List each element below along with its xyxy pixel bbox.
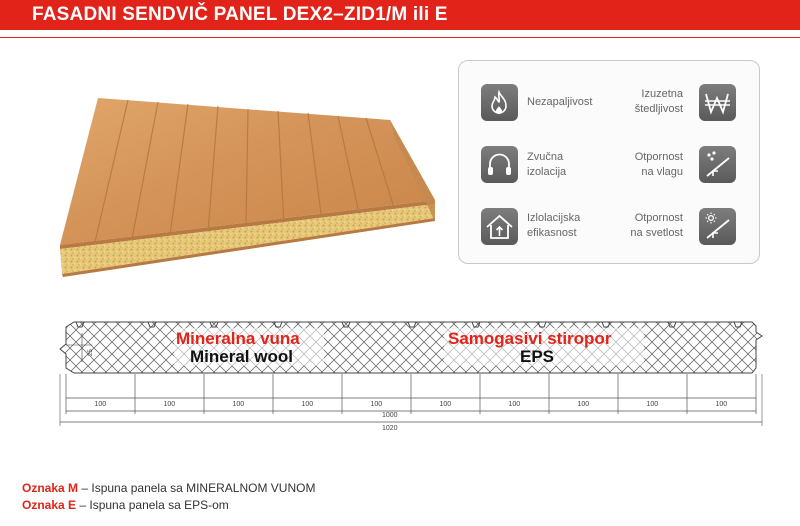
feature-label-house: Izlolacijska efikasnost xyxy=(527,212,581,239)
legend-code-m: Oznaka M xyxy=(22,481,79,495)
features-box xyxy=(458,60,760,264)
feature-label-moisture: Otpornost na vlagu xyxy=(634,151,683,178)
inner-total-label: 1000 xyxy=(382,412,398,419)
dimension-ticks xyxy=(66,374,756,414)
sound-insulation-icon xyxy=(481,146,518,183)
legend-row-m xyxy=(22,480,315,497)
feature-label-energy: Izuzetna štedljivost xyxy=(634,88,683,115)
page-title: FASADNI SENDVIČ PANEL DEX2–ZID1/M ili E xyxy=(32,4,448,25)
eps-sublabel: EPS xyxy=(520,347,555,366)
legend-text-e: – Ispuna panela sa EPS-om xyxy=(76,498,229,512)
house-insulation-icon xyxy=(481,208,518,245)
legend xyxy=(22,480,315,514)
segment-label: 100 xyxy=(508,401,521,408)
segment-label: 100 xyxy=(232,401,245,408)
segment-label: 100 xyxy=(715,401,728,408)
fire-icon xyxy=(481,84,518,121)
segment-label: 100 xyxy=(94,401,107,408)
feature-label-fire: Nezapaljivost xyxy=(527,96,593,108)
segment-label: 100 xyxy=(439,401,452,408)
panel-profile xyxy=(60,322,762,373)
header-rule xyxy=(0,37,800,38)
mineral-wool-sublabel: Mineral wool xyxy=(190,347,293,366)
light-resistance-icon xyxy=(699,208,736,245)
small-dim-label: 25 xyxy=(88,349,94,356)
cross-section-drawing xyxy=(52,318,772,438)
mineral-wool-label: Mineralna vuna xyxy=(176,329,300,348)
segment-label: 100 xyxy=(370,401,383,408)
outer-total-label: 1020 xyxy=(382,425,398,432)
legend-row-e xyxy=(22,497,315,514)
feature-label-light: Otpornost na svetlost xyxy=(630,212,683,239)
header-bar xyxy=(0,0,800,30)
energy-saving-icon xyxy=(699,84,736,121)
feature-label-sound: Zvučna izolacija xyxy=(527,151,567,178)
segment-label: 100 xyxy=(646,401,659,408)
segment-label: 100 xyxy=(577,401,590,408)
segment-label: 100 xyxy=(301,401,314,408)
legend-code-e: Oznaka E xyxy=(22,498,77,512)
moisture-resistance-icon xyxy=(699,146,736,183)
segment-label: 100 xyxy=(163,401,176,408)
legend-text-m: – Ispuna panela sa MINERALNOM VUNOM xyxy=(78,481,316,495)
sandwich-panel-image xyxy=(40,80,450,280)
eps-label: Samogasivi stiropor xyxy=(448,329,612,348)
